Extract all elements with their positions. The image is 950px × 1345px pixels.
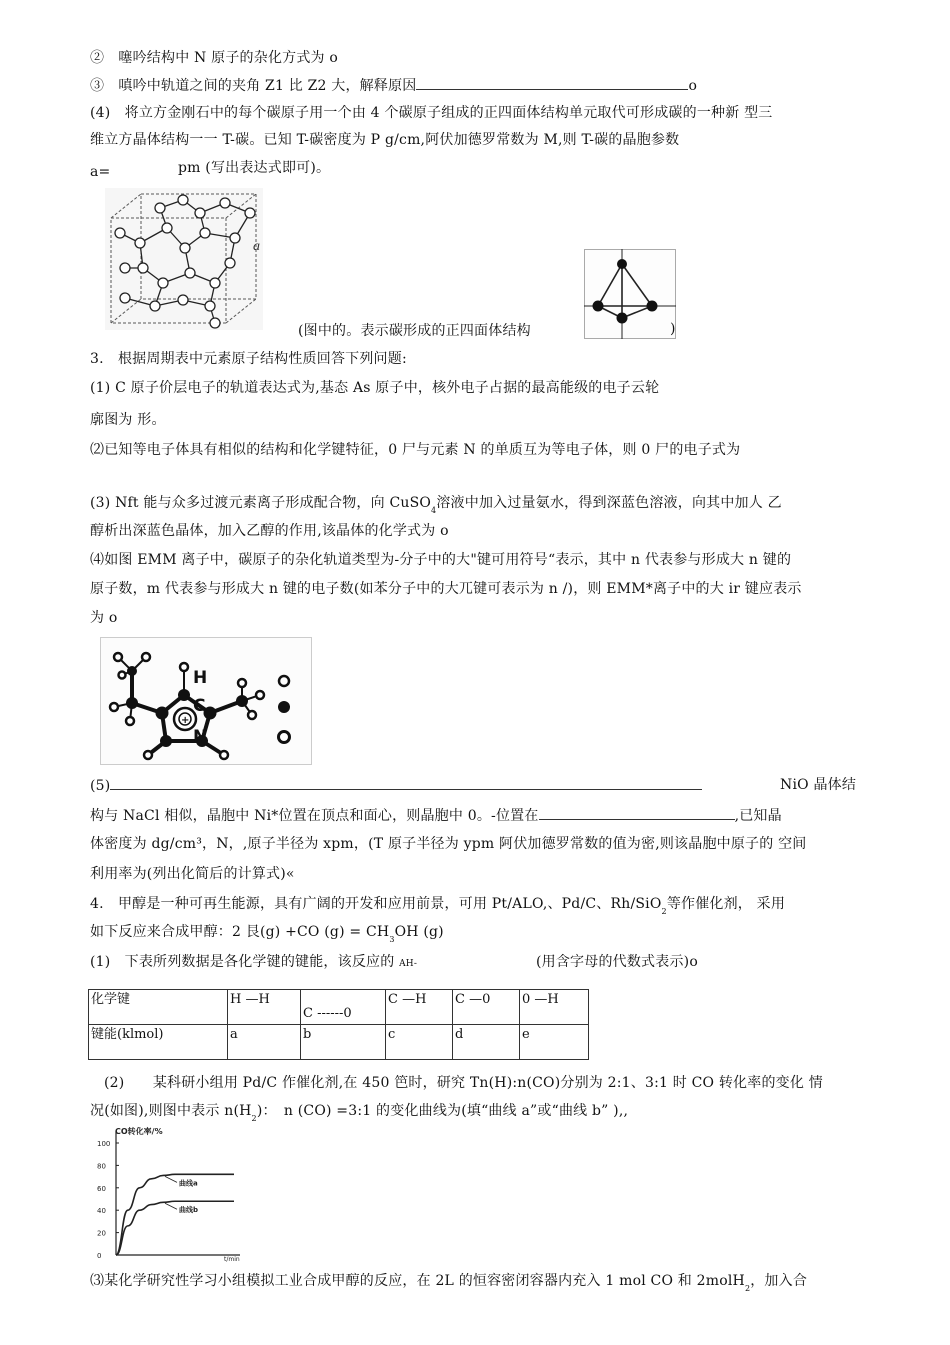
text-span: 等作催化剂， 采用 <box>666 896 786 912</box>
text-line: 醇析出深蓝色晶体，加入乙醇的作用,该晶体的化学式为 o <box>90 523 449 539</box>
answer-blank[interactable] <box>539 805 735 820</box>
text-line: (用含字母的代数式表示)o <box>536 954 698 970</box>
table-cell: 化学键 <box>89 990 228 1025</box>
text-line: NiO 晶体结 <box>780 777 857 793</box>
figure-caption: (图中的。表示碳形成的正四面体结构 <box>298 323 531 339</box>
table-cell: c <box>386 1025 453 1060</box>
y-tick-label: 80 <box>97 1162 106 1171</box>
text-span: 如下反应来合成甲醇：2 艮(g) +CO (g) = CH <box>90 924 390 940</box>
table-cell: a <box>228 1025 301 1060</box>
text-span: ③ 嗔吟中轨道之间的夹角 Z1 比 Z2 大，解释原因 <box>90 78 417 94</box>
subscript: 2 <box>744 1284 751 1293</box>
y-tick-label: 60 <box>97 1184 106 1193</box>
text-line <box>90 894 785 922</box>
text-span: 构与 NaCl 相似，晶胞中 Ni*位置在顶点和面心，则晶胞中 0。-位置在 <box>90 808 539 824</box>
answer-blank[interactable] <box>416 75 688 90</box>
y-tick-label: 0 <box>97 1252 102 1260</box>
text-line: ⑵已知等电子体具有相似的结构和化学键特征，0 尸与元素 N 的单质互为等电子体，则 0 尸的电子式为 <box>90 442 741 458</box>
table-cell: d <box>453 1025 520 1060</box>
subscript: 3 <box>389 935 395 944</box>
table-cell: C —0 <box>453 990 520 1025</box>
t-carbon-cell-figure <box>105 188 263 330</box>
text-span: ⑶某化学研究性学习小组模拟工业合成甲醇的反应，在 2L 的恒容密闭容器内充入 1 mol CO 和 2molH <box>90 1273 745 1289</box>
answer-blank[interactable] <box>110 775 702 790</box>
table-cell: e <box>520 1025 589 1060</box>
text-line <box>90 922 444 950</box>
bond-energy-table <box>88 989 589 1060</box>
text-line <box>90 952 417 974</box>
text-line: 廓图为 形。 <box>90 412 166 428</box>
y-tick-label: 100 <box>97 1140 111 1148</box>
text-line: 利用率为(列出化简后的计算式)« <box>90 866 295 882</box>
text-line: (1) C 原子价层电子的轨道表达式为,基态 As 原子中，核外电子占据的最高能级的电子云轮 <box>90 380 660 396</box>
legend-n: N <box>193 727 208 747</box>
tetrahedron-figure <box>584 249 676 339</box>
table-cell: H —H <box>228 990 301 1025</box>
x-axis-label: t/min <box>224 1256 240 1263</box>
text-line: ⑷如图 EMM 离子中，碳原子的杂化轨道类型为-分子中的大"键可用符号“表示，其中 n 代表参与形成大 n 键的 <box>90 552 792 568</box>
chart-title: CO转化率/% <box>115 1127 163 1136</box>
table-row <box>89 990 589 1025</box>
y-tick-label: 20 <box>97 1229 106 1238</box>
y-tick-label: 40 <box>97 1207 106 1216</box>
text-line: pm (写出表达式即可)。 <box>178 160 331 176</box>
text-line <box>90 805 782 826</box>
text-span: o <box>688 78 698 94</box>
text-line: 为 o <box>90 610 118 626</box>
text-span: (1) 下表所列数据是各化学键的键能，该反应的 <box>90 954 395 970</box>
text-line <box>90 1271 807 1299</box>
text-span: 4. 甲醇是一种可再生能源，具有广阔的开发和应用前景，可用 Pt/ALO,、Pd/C、Rh/SiO <box>90 896 662 912</box>
text-span: 况(如图),则图中表示 n(H <box>90 1103 252 1119</box>
text-span: ,已知晶 <box>734 808 782 824</box>
text-line: 维立方晶体结构一一 T-碳。已知 T-碳密度为 P g/cm,阿伏加德罗常数为 M,则 T-碳的晶胞参数 <box>90 132 680 148</box>
co-conversion-chart <box>90 1125 246 1263</box>
text-span: (5) <box>90 778 111 794</box>
table-cell: C ------0 <box>301 990 386 1025</box>
text-span: (3) Nft 能与众多过渡元素离子形成配合物，向 CuSO <box>90 495 432 511</box>
table-cell: 0 —H <box>520 990 589 1025</box>
text-line: ② 噻吟结构中 N 原子的杂化方式为 o <box>90 50 339 66</box>
text-line <box>90 75 697 96</box>
figure-caption-end: ) <box>670 321 676 337</box>
text-span: )： n (CO) =3:1 的变化曲线为(填“曲线 a”或“曲线 b” ),, <box>256 1103 629 1119</box>
text-line <box>90 775 702 796</box>
text-span: OH (g) <box>394 924 444 940</box>
text-line: 3. 根据周期表中元素原子结构性质回答下列问题: <box>90 351 407 367</box>
subscript: 2 <box>251 1114 257 1123</box>
text-line <box>90 493 782 521</box>
text-line: (2) 某科研小组用 Pd/C 作催化剂,在 450 笆时，研究 Tn(H):n(CO)分别为 2:1、3:1 时 CO 转化率的变化 情 <box>104 1075 823 1091</box>
text-line: (4) 将立方金刚石中的每个碳原子用一个由 4 个碳原子组成的正四面体结构单元取代可形成碳的一种新 型三 <box>90 105 773 121</box>
series-label: 曲线a <box>179 1179 198 1188</box>
subscript: 4 <box>431 506 437 515</box>
text-span: AH- <box>399 959 418 969</box>
text-line: a= <box>90 164 111 180</box>
table-cell: C —H <box>386 990 453 1025</box>
svg-text:+: + <box>181 715 190 726</box>
legend-h: H <box>193 668 208 688</box>
subscript: 2 <box>661 907 667 916</box>
text-line: 原子数，m 代表参与形成大 n 键的电子数(如苯分子中的大兀键可表示为 n /)，则 EMM*离子中的大 ir 键应表示 <box>90 581 802 597</box>
table-cell: b <box>301 1025 386 1060</box>
text-line: 体密度为 dg/cm³，N，,原子半径为 xpm，(T 原子半径为 ypm 阿伏加德罗常数的值为密,则该晶胞中原子的 空间 <box>90 836 807 852</box>
table-cell: 键能(klmol) <box>89 1025 228 1060</box>
text-span: ，加入合 <box>750 1273 808 1289</box>
svg-text:a: a <box>253 239 260 254</box>
text-span: 溶液中加入过量氨水，得到深蓝色溶液，向其中加人 乙 <box>436 495 782 511</box>
table-row <box>89 1025 589 1060</box>
series-label: 曲线b <box>179 1206 199 1215</box>
legend-c: C <box>193 696 206 716</box>
